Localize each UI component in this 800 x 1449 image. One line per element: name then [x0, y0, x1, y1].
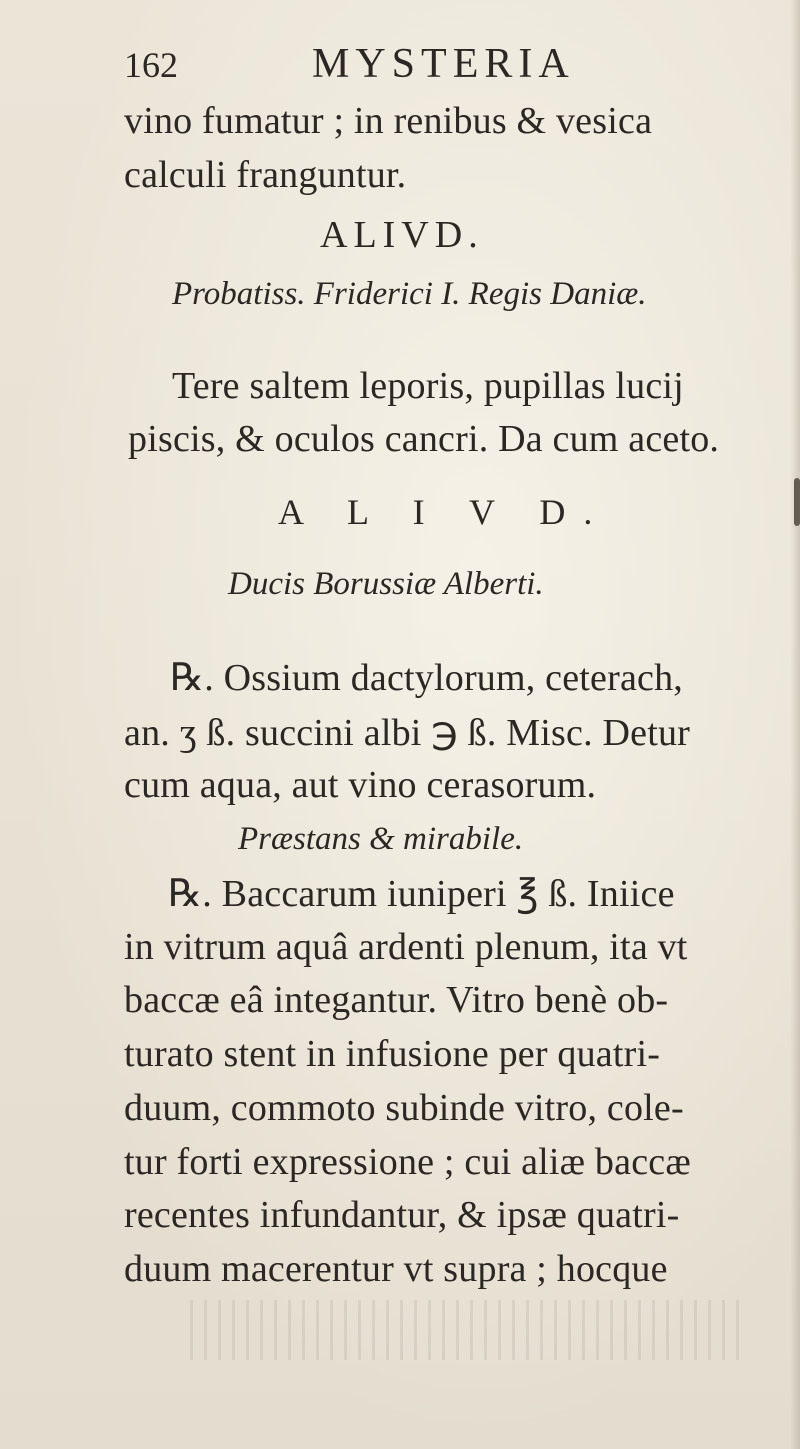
- show-through-ink: [190, 1300, 750, 1360]
- text-line: ℞. Baccarum iuniperi ℥ ß. Iniice: [168, 873, 675, 915]
- text-line: baccæ eâ integantur. Vitro benè ob-: [124, 979, 669, 1021]
- text-line: an. ʒ ß. succini albi ℈ ß. Misc. Detur: [124, 712, 691, 754]
- text-line: duum, commoto subinde vitro, cole-: [124, 1087, 684, 1129]
- text-line: piscis, & oculos cancri. Da cum aceto.: [128, 418, 720, 460]
- text-line: calculi franguntur.: [124, 154, 407, 196]
- recipe-attribution: Præstans & mirabile.: [238, 821, 524, 857]
- text-line: duum macerentur vt supra ; hocque: [124, 1248, 668, 1290]
- text-line: cum aqua, aut vino cerasorum.: [124, 764, 597, 806]
- text-line: in vitrum aquâ ardenti plenum, ita vt: [124, 926, 688, 968]
- running-title: MYSTERIA: [312, 41, 575, 87]
- recipe-attribution: Ducis Borussiæ Alberti.: [228, 566, 544, 602]
- section-heading: A L I V D.: [278, 492, 611, 532]
- text-line: vino fumatur ; in renibus & vesica: [124, 100, 653, 142]
- page-edge-shadow: [790, 0, 800, 1449]
- text-line: recentes infundantur, & ipsæ quatri-: [124, 1194, 680, 1236]
- text-line: ℞. Ossium dactylorum, ceterach,: [170, 657, 684, 699]
- text-line: turato stent in infusione per quatri-: [124, 1033, 661, 1075]
- section-heading: ALIVD.: [320, 214, 484, 256]
- text-line: tur forti expressione ; cui aliæ baccæ: [124, 1141, 691, 1183]
- text-line: Tere saltem leporis, pupillas lucij: [172, 365, 684, 407]
- recipe-attribution: Probatiss. Friderici I. Regis Daniæ.: [172, 276, 647, 312]
- page-number: 162: [124, 45, 178, 85]
